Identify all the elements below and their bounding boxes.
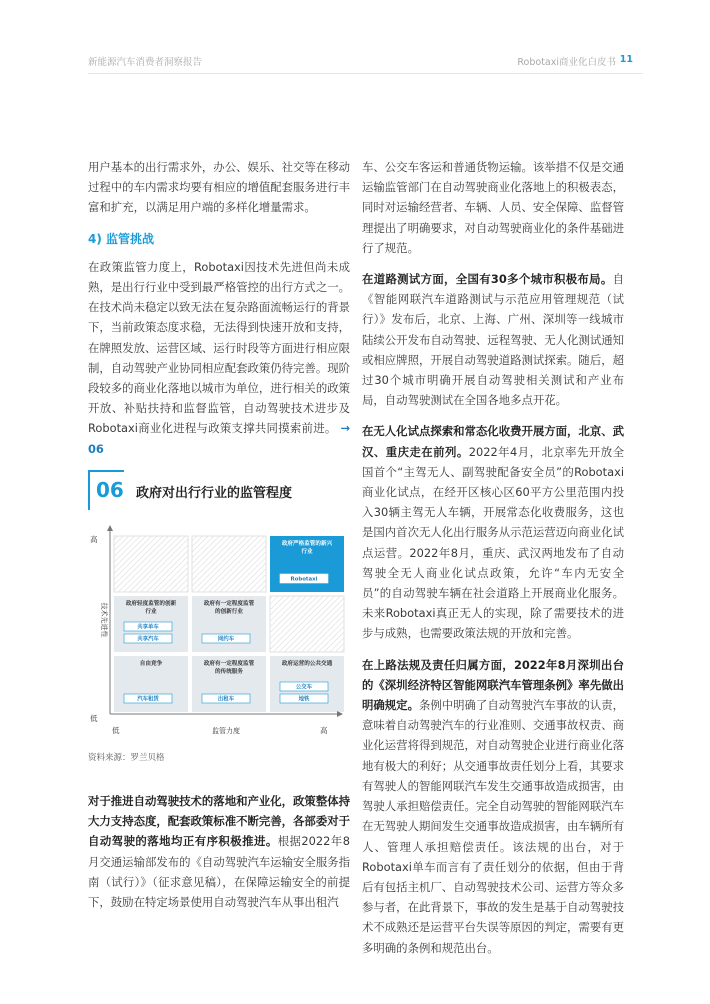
figure-link[interactable]: → 06 bbox=[88, 421, 350, 456]
paragraph-text: 根据2022年8月交通运输部发布的《自动驾驶汽车运输安全服务指南（试行）》（征求意见稿），在保障运输安全的前提下，鼓励在特定场景使用自动驾驶汽车从事出租汽 bbox=[88, 834, 350, 910]
figure-title: 政府对出行行业的监管程度 bbox=[136, 486, 293, 501]
matrix-item-label: 公交车 bbox=[295, 684, 313, 691]
paragraph bbox=[88, 257, 350, 459]
header-report-title: 新能源汽车消费者洞察报告 bbox=[88, 57, 203, 68]
x-axis-label: 监管力度 bbox=[212, 727, 240, 735]
paragraph-text: 2022年4月，北京率先开放全国首个“主驾无人、副驾驶配备安全员”的Robotaxi商业化试点，在经开区核心区60平方公里范围内投入30辆主驾无人车辆，开展常态化收费服务，这也是国内首次无人化出行服务从示范运营迈向商业化试点运营。2022年8月，重庆、武汉两地发布了自动驾驶全无人商业化试点政策，允许“车内无安全员”的自动驾驶车辆在社会道路上开展商业化服务。未来Robotaxi真正无人的实现，除了需要技术的进步与成熟，也需要政策法规的开放和完善。 bbox=[362, 444, 624, 641]
regulation-matrix-chart bbox=[88, 520, 350, 740]
matrix-item-label: 网约车 bbox=[217, 636, 235, 643]
matrix-item-label: Robotaxi bbox=[290, 576, 318, 583]
matrix-cells bbox=[114, 536, 344, 712]
y-axis-label: 技术先进性 bbox=[100, 602, 108, 638]
x-low-label: 低 bbox=[112, 726, 120, 735]
page-number: 11 bbox=[619, 54, 633, 65]
matrix-cell-title: 政府严格监管的新兴 bbox=[281, 541, 333, 547]
paragraph bbox=[362, 655, 624, 958]
paragraph-lead: 在无人化试点探索和常态化收费开展方面，北京、武汉、重庆走在前列。 bbox=[362, 424, 624, 459]
matrix-cell bbox=[114, 536, 188, 592]
matrix-item-label: 共享汽车 bbox=[137, 636, 159, 643]
matrix-item-label: 出租车 bbox=[217, 696, 235, 703]
header-whitepaper-title: Robotaxi商业化白皮书 bbox=[517, 57, 616, 68]
paragraph: 用户基本的出行需求外，办公、娱乐、社交等在移动过程中的车内需求均要有相应的增值配套服务进行丰富和扩充，以满足用户端的多样化增量需求。 bbox=[88, 160, 350, 215]
y-low-label: 低 bbox=[90, 714, 98, 723]
paragraph-lead: 在道路测试方面，全国有30多个城市积极布局。 bbox=[362, 272, 613, 287]
figure-number: 06 bbox=[96, 478, 124, 502]
matrix-cell-title: 政府有一定程度监管 bbox=[203, 661, 255, 667]
matrix-cell-title: 的传统服务 bbox=[215, 669, 243, 675]
paragraph bbox=[88, 791, 350, 912]
matrix-cell bbox=[270, 596, 344, 652]
paragraph bbox=[362, 421, 624, 643]
matrix-cell-title: 自由竞争 bbox=[139, 661, 163, 667]
paragraph bbox=[362, 269, 624, 410]
left-column-bottom bbox=[88, 791, 350, 923]
matrix-cell-title: 行业 bbox=[301, 549, 313, 555]
matrix-item-label: 共享单车 bbox=[137, 624, 159, 631]
section-heading: 4) 监管挑战 bbox=[88, 231, 155, 246]
matrix-cell-title: 行业 bbox=[145, 609, 157, 615]
matrix-cell-title: 政府有一定程度监管 bbox=[203, 601, 255, 607]
matrix-item-label: 汽车租赁 bbox=[137, 696, 159, 703]
matrix-item-label: 地铁 bbox=[298, 696, 310, 703]
left-column-top bbox=[88, 157, 350, 470]
figure-title-block bbox=[88, 470, 350, 510]
matrix-cell-title: 政府运营的公共交通 bbox=[281, 661, 333, 667]
paragraph: 车、公交车客运和普通货物运输。该举措不仅是交通运输监管部门在自动驾驶商业化落地上的积极表态，同时对运输经营者、车辆、人员、安全保障、监督管理提出了明确要求，对自动驾驶商业化的条件基础进行了规范。 bbox=[362, 160, 624, 255]
matrix-cell-title: 的创新行业 bbox=[215, 609, 243, 615]
paragraph-text: 条例中明确了自动驾驶汽车事故的认责，意味着自动驾驶汽车的行业准则、交通事故权责、商业化运营将得到规范，对自动驾驶企业进行商业化落地有极大的利好；从交通事故责任划分上看，其要求有驾驶人的智能网联汽车发生交通事故造成损害，由驾驶人承担赔偿责任。完全自动驾驶的智能网联汽车在无驾驶人期间发生交通事故造成损害，由车辆所有人、管理人承担赔偿责任。该法规的出台，对于Robotaxi单车而言有了责任划分的依据，但由于背后有包括主机厂、自动驾驶技术公司、运营方等众多参与者，在此背景下，事故的发生是基于自动驾驶技术不成熟还是运营平台失误等原因的判定，需要有更多明确的条例和规范出台。 bbox=[362, 698, 625, 955]
y-high-label: 高 bbox=[90, 535, 98, 544]
paragraph-text: 自《智能网联汽车道路测试与示范应用管理规范（试行）》发布后，北京、上海、广州、深圳等一线城市陆续公开发布自动驾驶、远程驾驶、无人化测试通知或相应牌照，开展自动驾驶道路测试探索。随后，超过30个城市明确开展自动驾驶相关测试和产业布局，自动驾驶测试在全国各地多点开花。 bbox=[362, 272, 624, 408]
paragraph-text: 在政策监管力度上，Robotaxi因技术先进但尚未成熟，是出行行业中受到最严格管控的出行方式之一。在技术尚未稳定以致无法在复杂路面流畅运行的背景下，当前政策态度求稳，无法得到快速开放和支持，在牌照发放、运营区域、运行时段等方面进行相应限制，自动驾驶产业协同相应配套政策仍待完善。现阶段较多的商业化落地以城市为单位，进行相关的政策开放、补贴扶持和监督监管，自动驾驶技术进步及Robotaxi商业化进程与政策支撑共同摸索前进。 bbox=[88, 259, 350, 436]
header-divider bbox=[88, 73, 643, 74]
paragraph-lead: 在上路法规及责任归属方面，2022年8月深圳出台的《深圳经济特区智能网联汽车管理条例》率先做出明确规定。 bbox=[362, 657, 624, 713]
matrix-cell bbox=[192, 536, 266, 592]
figure-source: 资料来源：罗兰贝格 bbox=[88, 753, 165, 763]
right-column bbox=[362, 157, 624, 969]
paragraph-lead: 对于推进自动驾驶技术的落地和产业化，政策整体持大力支持态度，配套政策标准不断完善，各部委对于自动驾驶的落地均正有序积极推进。 bbox=[88, 794, 350, 849]
x-high-label: 高 bbox=[320, 726, 328, 735]
matrix-cell-title: 政府轻度监管的创新 bbox=[125, 601, 177, 607]
